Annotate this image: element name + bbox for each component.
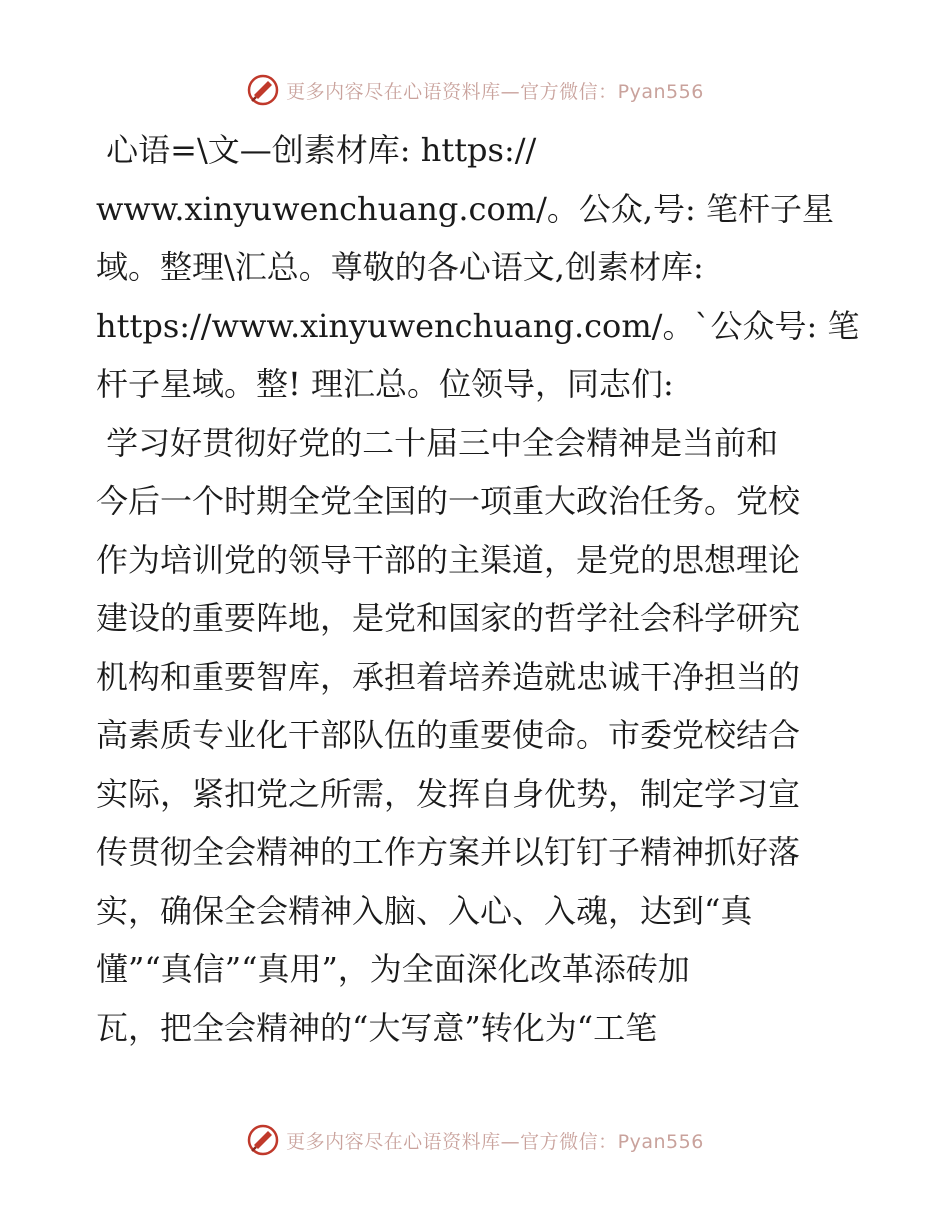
text-line: 实际，紧扣党之所需，发挥自身优势，制定学习宣 [96, 774, 801, 813]
text-line: 域。整理\汇总。尊敬的各心语文,创素材库: [96, 248, 704, 286]
footer-banner [0, 1120, 950, 1160]
text-line: 高素质专业化干部队伍的重要使命。市委党校结合 [96, 716, 801, 754]
text-line: 杆子星域。整! 理汇总。位领导，同志们: [96, 365, 674, 403]
text-line: 瓦，把全会精神的“大写意”转化为“工笔 [96, 1008, 658, 1047]
paragraph-intro [96, 121, 860, 414]
text-line: 心语=\文—创素材库: https:// [96, 131, 537, 169]
text-line: 传贯彻全会精神的工作方案并以钉钉子精神抓好落 [96, 833, 801, 871]
header-banner-text: 更多内容尽在心语资料库—官方微信：Pyan556 [286, 80, 704, 103]
brand-logo-icon [246, 73, 280, 107]
text-line: 作为培训党的领导干部的主渠道，是党的思想理论 [96, 540, 801, 579]
header-banner [0, 70, 950, 110]
text-line: 今后一个时期全党全国的一项重大政治任务。党校 [96, 482, 801, 520]
text-line: 懂”“真信”“真用”，为全面深化改革添砖加 [96, 950, 690, 988]
text-line: www.xinyuwenchuang.com/。公众,号: 笔杆子星 [96, 189, 834, 228]
brand-logo-icon [246, 1123, 280, 1157]
paragraph-main [96, 414, 856, 1058]
text-line: 学习好贯彻好党的二十届三中全会精神是当前和 [96, 423, 779, 462]
footer-banner-text: 更多内容尽在心语资料库—官方微信：Pyan556 [286, 1130, 704, 1153]
document-body [96, 121, 860, 1057]
text-line: 建设的重要阵地，是党和国家的哲学社会科学研究 [96, 599, 801, 637]
text-line: https://www.xinyuwenchuang.com/。`公众号: 笔 [96, 306, 860, 345]
text-line: 机构和重要智库，承担着培养造就忠诚干净担当的 [96, 657, 801, 696]
text-line: 实，确保全会精神入脑、入心、入魂，达到“真 [96, 891, 753, 930]
